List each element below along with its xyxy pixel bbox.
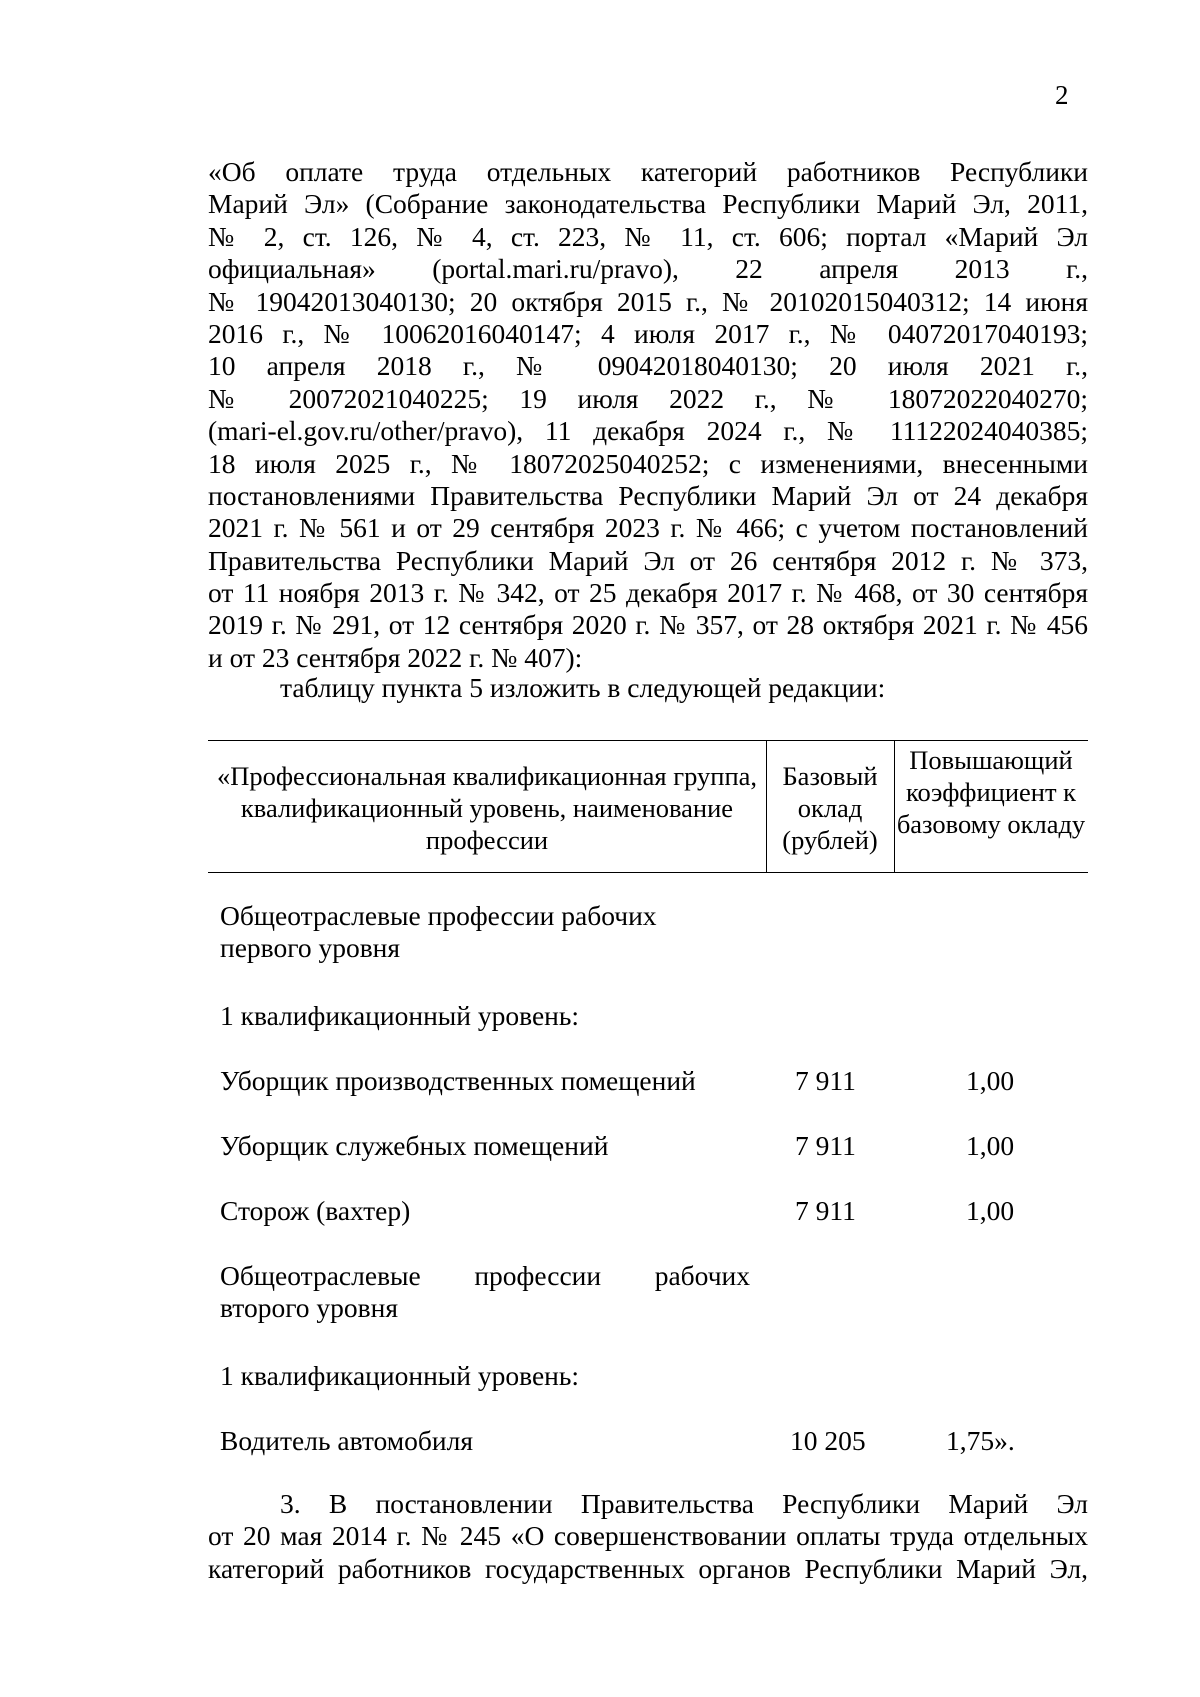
intro-line: от 11 ноября 2013 г. № 342, от 25 декабря 2017 г. № 468, от 30 сентября (208, 577, 1088, 609)
intro-instruction: таблицу пункта 5 изложить в следующей редакции: (280, 672, 886, 703)
intro-line: Марий Эл» (Собрание законодательства Республики Марий Эл, 2011, (208, 188, 1088, 220)
table-row-name: Сторож (вахтер) (220, 1195, 411, 1226)
intro-line: «Об оплате труда отдельных категорий работников Республики (208, 156, 1088, 187)
page-number: 2 (1055, 80, 1069, 110)
intro-line: официальная» (portal.mari.ru/pravo), 22 апреля 2013 г., (208, 253, 1088, 285)
intro-paragraph (208, 156, 1088, 674)
table-level-heading: 1 квалификационный уровень: (220, 1000, 580, 1031)
table-top-rule (208, 740, 1088, 741)
table-header-base-salary: Базовый оклад (рублей) (782, 761, 878, 855)
table-level-heading: 1 квалификационный уровень: (220, 1360, 580, 1391)
intro-line: (mari-el.gov.ru/other/pravo), 11 декабря 2024 г., № 11122024040385; (208, 415, 1088, 447)
table-header-profession: «Профессиональная квалификационная группа, квалификационный уровень, наименование профессии (216, 761, 758, 855)
table-row-salary: 7 911 (795, 1195, 856, 1226)
table-row-coefficient: 1,75». (946, 1425, 1015, 1456)
intro-line: 18 июля 2025 г., № 18072025040252; с изменениями, внесенными (208, 447, 1088, 479)
table-header-bottom-rule (208, 872, 1088, 873)
table-row-name: Уборщик производственных помещений (220, 1065, 696, 1096)
intro-line: 2019 г. № 291, от 12 сентября 2020 г. № 357, от 28 октября 2021 г. № 456 (208, 609, 1088, 641)
intro-line: № 2, ст. 126, № 4, ст. 223, № 11, ст. 606; портал «Марий Эл (208, 220, 1088, 252)
table-row-coefficient: 1,00 (966, 1065, 1015, 1096)
section-3-line: 3. В постановлении Правительства Республики Марий Эл (280, 1488, 1088, 1519)
intro-line: 2016 г., № 10062016040147; 4 июля 2017 г., № 04072017040193; (208, 317, 1088, 349)
intro-line: постановлениями Правительства Республики Марий Эл от 24 декабря (208, 479, 1088, 511)
section-3-line: от 20 мая 2014 г. № 245 «О совершенствовании оплаты труда отдельных (208, 1520, 1088, 1552)
table-row-salary: 7 911 (795, 1130, 856, 1161)
intro-line: № 19042013040130; 20 октября 2015 г., № 20102015040312; 14 июня (208, 285, 1088, 317)
table-row-salary: 10 205 (790, 1425, 866, 1456)
intro-line: и от 23 сентября 2022 г. № 407): (208, 641, 583, 673)
intro-line: 2021 г. № 561 и от 29 сентября 2023 г. № 466; с учетом постановлений (208, 512, 1088, 544)
intro-line: № 20072021040225; 19 июля 2022 г., № 18072022040270; (208, 382, 1088, 414)
intro-line: Правительства Республики Марий Эл от 26 сентября 2012 г. № 373, (208, 544, 1088, 576)
table-row-coefficient: 1,00 (966, 1130, 1015, 1161)
table-row-name: Водитель автомобиля (220, 1425, 473, 1456)
table-row-name: Уборщик служебных помещений (220, 1130, 609, 1161)
section-3-paragraph (208, 1488, 1088, 1585)
table-row-salary: 7 911 (795, 1065, 856, 1096)
table-row-coefficient: 1,00 (966, 1195, 1015, 1226)
table-group-heading: Общеотраслевые профессии рабочих первого уровня (220, 900, 657, 964)
table-group-heading: Общеотраслевые профессии рабочих второго уровня (220, 1260, 750, 1324)
section-3-line: категорий работников государственных органов Республики Марий Эл, (208, 1552, 1088, 1584)
intro-line: 10 апреля 2018 г., № 09042018040130; 20 июля 2021 г., (208, 350, 1088, 382)
table-header-coefficient: Повышающий коэффициент к базовому окладу (896, 745, 1086, 839)
